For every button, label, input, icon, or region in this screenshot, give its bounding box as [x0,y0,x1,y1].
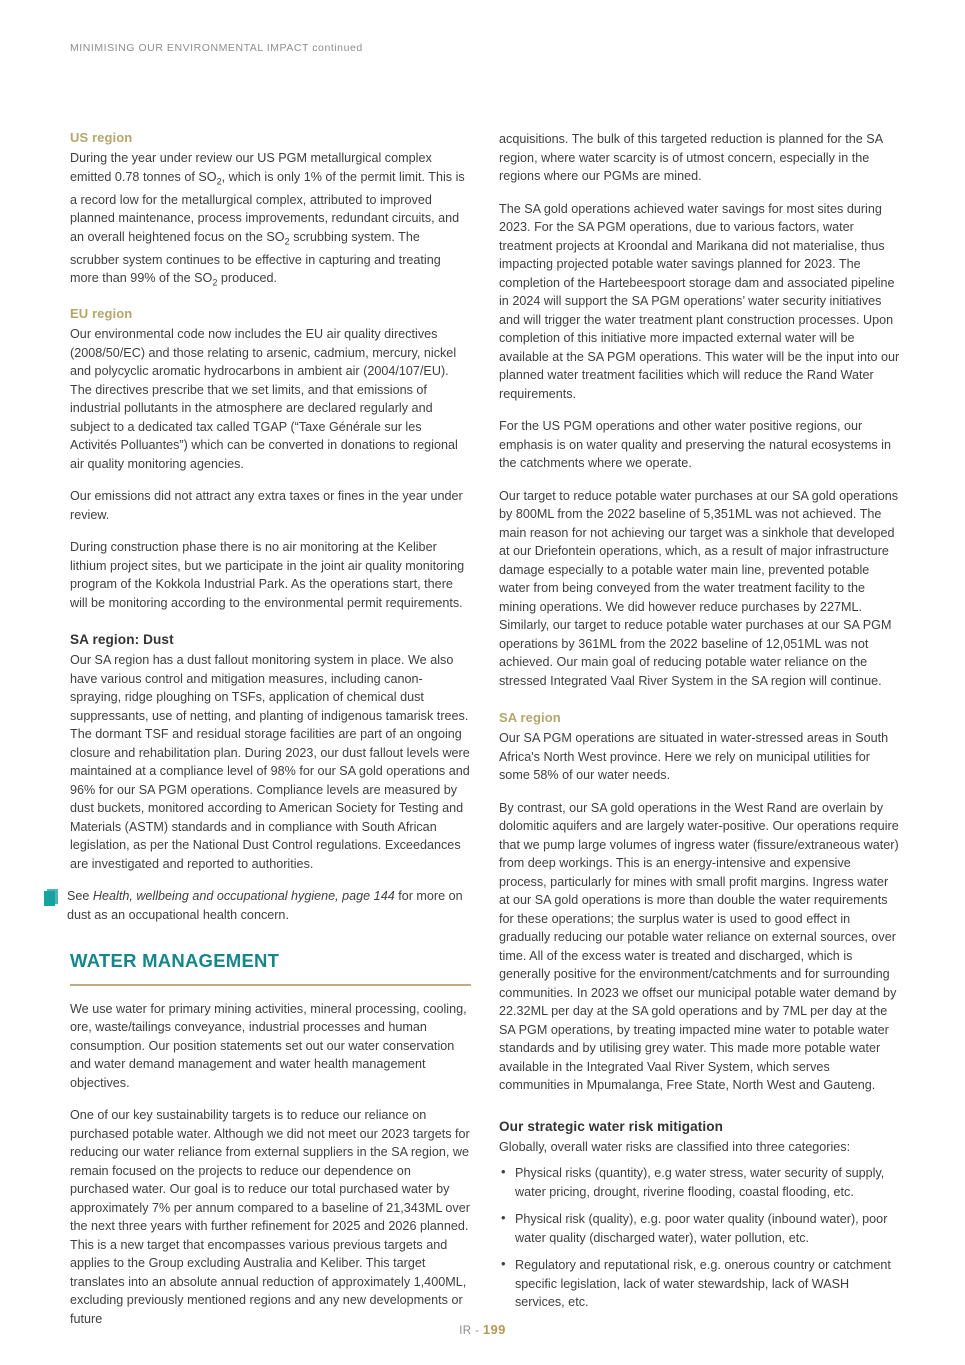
us-text-c: scrubbing system. The scrubber system continues to be effective in capturing and treating more than 99% of the SO [70,229,441,286]
heading-risk-mitigation: Our strategic water risk mitigation [499,1118,724,1134]
paragraph-sa-region-2: By contrast, our SA gold operations in the West Rand are overlain by dolomitic aquifers and are largely water-positive. Our operations require that we pump large volumes of ingress water (fissure/extraneous water) from deep workings. This is an energy-intensive and expensive process, particularly for mines with small profit margins. Ingress water at our SA gold operations is more than double the water requirements for these operations; the surplus water is used to good effect in gradually reducing our potable water reliance on external sources, over time. All of the excess water is treated and discharged, which is generally positive for the environment/catchments and for surrounding communities. In 2023 we offset our municipal potable water demand by 22.32ML per day at the SA gold operations and by 7ML per day at the SA PGM operations, by treating impacted mine water to potable water standards and by utilising grey water. This made more potable water available in the Integrated Vaal River System, which serves communities in Mpumalanga, Free State, North West and Gauteng. [499,800,899,1092]
paragraph-risk-intro: Globally, overall water risks are classified into three categories: [499,1139,851,1154]
paragraph-eu-3: During construction phase there is no air monitoring at the Keliber lithium project sites, but we participate in the joint air quality monitoring program of the Kokkola Industrial Park. As the operations start, there will be monitoring according to the environmental permit requirements. [70,540,465,610]
two-column-body [67,130,900,1328]
cross-reference-text [67,887,471,924]
paragraph-us-region [70,149,471,292]
right-column [499,130,900,1328]
footer-page-number: 199 [482,1322,506,1337]
us-text-d: produced. [217,271,278,286]
us-text-a: During the year under review our US PGM metallurgical complex emitted 0.78 tonnes of SO [70,151,432,184]
section-divider [70,984,471,986]
paragraph-water-2: One of our key sustainability targets is to reduce our reliance on purchased potable water. Although we did not meet our 2023 targets for reducing our water reliance from external suppliers in the SA region, we remain focused on the projects to reduce our dependence on purchased water. Our goal is to reduce our total purchased water by approximately 7% per annum compared to a baseline of 21,343ML over the next three years with further refinement for 2025 and 2026 planned. This is a new target that encompasses various previous targets and applies to the Group excluding Australia and Keliber. This target translates into an absolute annual reduction of approximately 1,400ML, excluding previously mentioned regions and any new developments or future [70,1108,470,1326]
left-column [67,130,471,1328]
paragraph-water-1: We use water for primary mining activities, mineral processing, cooling, ore, waste/tailings conveyance, industrial processes and human consumption. Our position statements set out our water conservation and water demand management and water health management objectives. [70,1001,467,1090]
xref-prefix: See [67,889,93,904]
paragraph-eu-2: Our emissions did not attract any extra taxes or fines in the year under review. [70,489,463,522]
paragraph-right-2: The SA gold operations achieved water savings for most sites during 2023. For the SA PGM operations, due to various factors, water treatment projects at Kroondal and Marikana did not materialise, thus impacting projected potable water savings planned for 2023. The completion of the Hartebeespoort storage dam and associated pipeline in 2024 will support the SA PGM operations’ water security initiatives and will trigger the water treatment plant construction processes. Upon completion of this initiative more impacted external water will be available at the SA PGM operations. This water will be the input into our planned water treatment facilities which will reduce the Rand Water requirements. [499,201,900,401]
paragraph-right-1: acquisitions. The bulk of this targeted reduction is planned for the SA region, where water scarcity is of utmost concern, especially in the regions where our PGMs are mined. [499,132,883,183]
section-title-water-management: WATER MANAGEMENT [70,950,280,972]
list-item: • Regulatory and reputational risk, e.g. onerous country or catchment specific legislation, lack of water stewardship, lack of WASH services, etc. [499,1256,900,1312]
us-text-b: , which is only 1% of the permit limit. This is a record low for the metallurgical complex, attributed to improved planned maintenance, process improvements, redundant circuits, and an overall heightened focus on the SO [70,169,465,244]
xref-suffix: for more on dust as an occupational health concern. [67,889,463,922]
book-icon [44,889,58,906]
cross-reference-callout[interactable] [67,887,471,924]
page-footer [0,1322,965,1337]
risk-category-list [499,1164,900,1312]
so2-sub-2: 2 [284,236,290,247]
footer-prefix: IR - [459,1325,483,1337]
heading-sa-region: SA region [499,710,561,725]
list-item: • Physical risk (quality), e.g. poor water quality (inbound water), poor water quality (discharged water), water pollution, etc. [499,1210,900,1247]
paragraph-right-3: For the US PGM operations and other water positive regions, our emphasis is on water quality and preserving the natural ecosystems in the catchments where we operate. [499,419,891,470]
heading-sa-region-dust: SA region: Dust [70,632,174,648]
so2-sub-1: 2 [216,176,222,187]
xref-target: Health, wellbeing and occupational hygiene, page 144 [92,889,395,904]
so2-sub-3: 2 [212,277,218,288]
paragraph-sa-region-1: Our SA PGM operations are situated in water-stressed areas in South Africa's North West province. Here we rely on municipal utilities for some 58% of our water needs. [499,731,889,782]
paragraph-right-4: Our target to reduce potable water purchases at our SA gold operations by 800ML from the 2022 baseline of 5,351ML was not achieved. The main reason for not achieving our target was a sinkhole that developed at our Driefontein operations, which, as a result of major infrastructure damage especially to a potable water main line, prevented potable water from being conveyed from the water treatment facility to the mining operations. We did however reduce purchases by 227ML. Similarly, our target to reduce potable water purchases at our SA PGM operations by 361ML from the 2022 baseline of 12,051ML was not achieved. Our main goal of reducing potable water reliance on the stressed Integrated Vaal River System in the SA region will continue. [499,488,899,688]
paragraph-eu-1: Our environmental code now includes the EU air quality directives (2008/50/EC) and those relating to arsenic, cadmium, mercury, nickel and polycyclic aromatic hydrocarbons in ambient air (2004/107/EU). The directives prescribe that we set limits, and that emissions of industrial pollutants in the atmosphere are declared regularly and subject to a dedicated tax called TGAP (“Taxe Générale sur les Activités Polluantes”) which can be converted in donations to regional air quality monitoring agencies. [70,327,458,471]
running-header: MINIMISING OUR ENVIRONMENTAL IMPACT continued [70,42,363,54]
list-item: • Physical risks (quantity), e.g water stress, water security of supply, water pricing, drought, riverine flooding, coastal flooding, etc. [499,1164,900,1201]
heading-us-region: US region [70,130,133,145]
heading-eu-region: EU region [70,306,133,322]
paragraph-sa-dust: Our SA region has a dust fallout monitoring system in place. We also have various control and mitigation measures, including canon-spraying, ridge ploughing on TSFs, application of chemical dust suppressants, use of netting, and planting of indigenous tamarisk trees. The dormant TSF and residual storage facilities are part of an ongoing closure and rehabilitation plan. During 2023, our dust fallout levels were maintained at a compliance level of 98% for our SA gold operations and 96% for our SA PGM operations. Compliance levels are measured by dust buckets, monitored according to American Society for Testing and Materials (ASTM) standards and in compliance with South African legislation, as per the National Dust Control regulations. Exceedances are investigated and reported to authorities. [70,653,470,871]
